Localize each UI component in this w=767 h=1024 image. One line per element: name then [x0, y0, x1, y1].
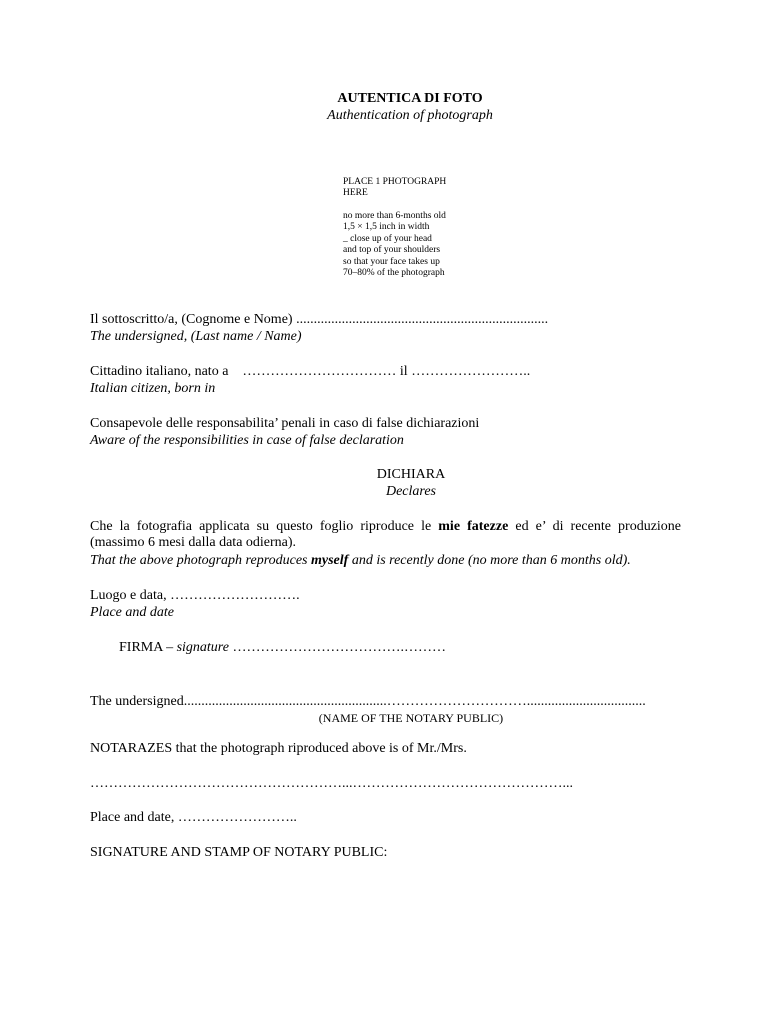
awareness-statement-en: Aware of the responsibilities in case of false declaration — [90, 433, 404, 448]
photo-requirement: and top of your shoulders — [343, 245, 441, 255]
awareness-statement-it: Consapevole delle responsabilita’ penali in caso di false dichiarazioni — [90, 416, 480, 431]
person-name-field: ………………………………………………...………………………………………... — [90, 776, 573, 791]
place-date-field-it: Luogo e data, ………………………. — [90, 588, 300, 603]
undersigned-field-en: The undersigned, (Last name / Name) — [90, 329, 302, 344]
photo-instruction-line: PLACE 1 PHOTOGRAPH — [343, 177, 447, 187]
document-subtitle: Authentication of photograph — [327, 108, 493, 123]
photo-instruction-line: HERE — [343, 188, 368, 198]
document-title: AUTENTICA DI FOTO — [337, 91, 483, 106]
photo-requirement: so that your face takes up — [343, 257, 440, 267]
notary-name-field: The undersigned..........................................................………………………….................................. — [90, 694, 646, 709]
undersigned-field-it: Il sottoscritto/a, (Cognome e Nome) ........................................................................ — [90, 312, 549, 327]
place-date-field-en: Place and date — [90, 605, 174, 620]
photo-requirement: 70–80% of the photograph — [343, 268, 445, 278]
declares-heading-en: Declares — [385, 484, 437, 499]
signature-field: FIRMA – signature ……………………………….……… — [119, 640, 446, 655]
photo-requirement: _ close up of your head — [343, 234, 432, 244]
notary-place-date-field: Place and date, …………………….. — [90, 810, 297, 825]
declaration-text-en: That the above photograph reproduces myself and is recently done (no more than 6 months old). — [90, 553, 631, 568]
photo-requirement: no more than 6-months old — [343, 211, 446, 221]
birthplace-field-it: Cittadino italiano, nato a …………………………… il …………………….. — [90, 364, 531, 379]
notary-signature-stamp-label: SIGNATURE AND STAMP OF NOTARY PUBLIC: — [90, 845, 388, 860]
photo-requirement: 1,5 × 1,5 inch in width — [343, 222, 430, 232]
declaration-text-it-line2: (massimo 6 mesi dalla data odierna). — [90, 535, 297, 550]
notarizes-statement: NOTARAZES that the photograph riproduced above is of Mr./Mrs. — [90, 741, 467, 756]
notary-name-caption: (NAME OF THE NOTARY PUBLIC) — [318, 711, 504, 725]
declares-heading-it: DICHIARA — [376, 467, 446, 482]
declaration-text-it: Che la fotografia applicata su questo foglio riproduce le mie fatezze ed e’ di recente produzione — [90, 519, 682, 534]
birthplace-field-en: Italian citizen, born in — [90, 381, 216, 396]
